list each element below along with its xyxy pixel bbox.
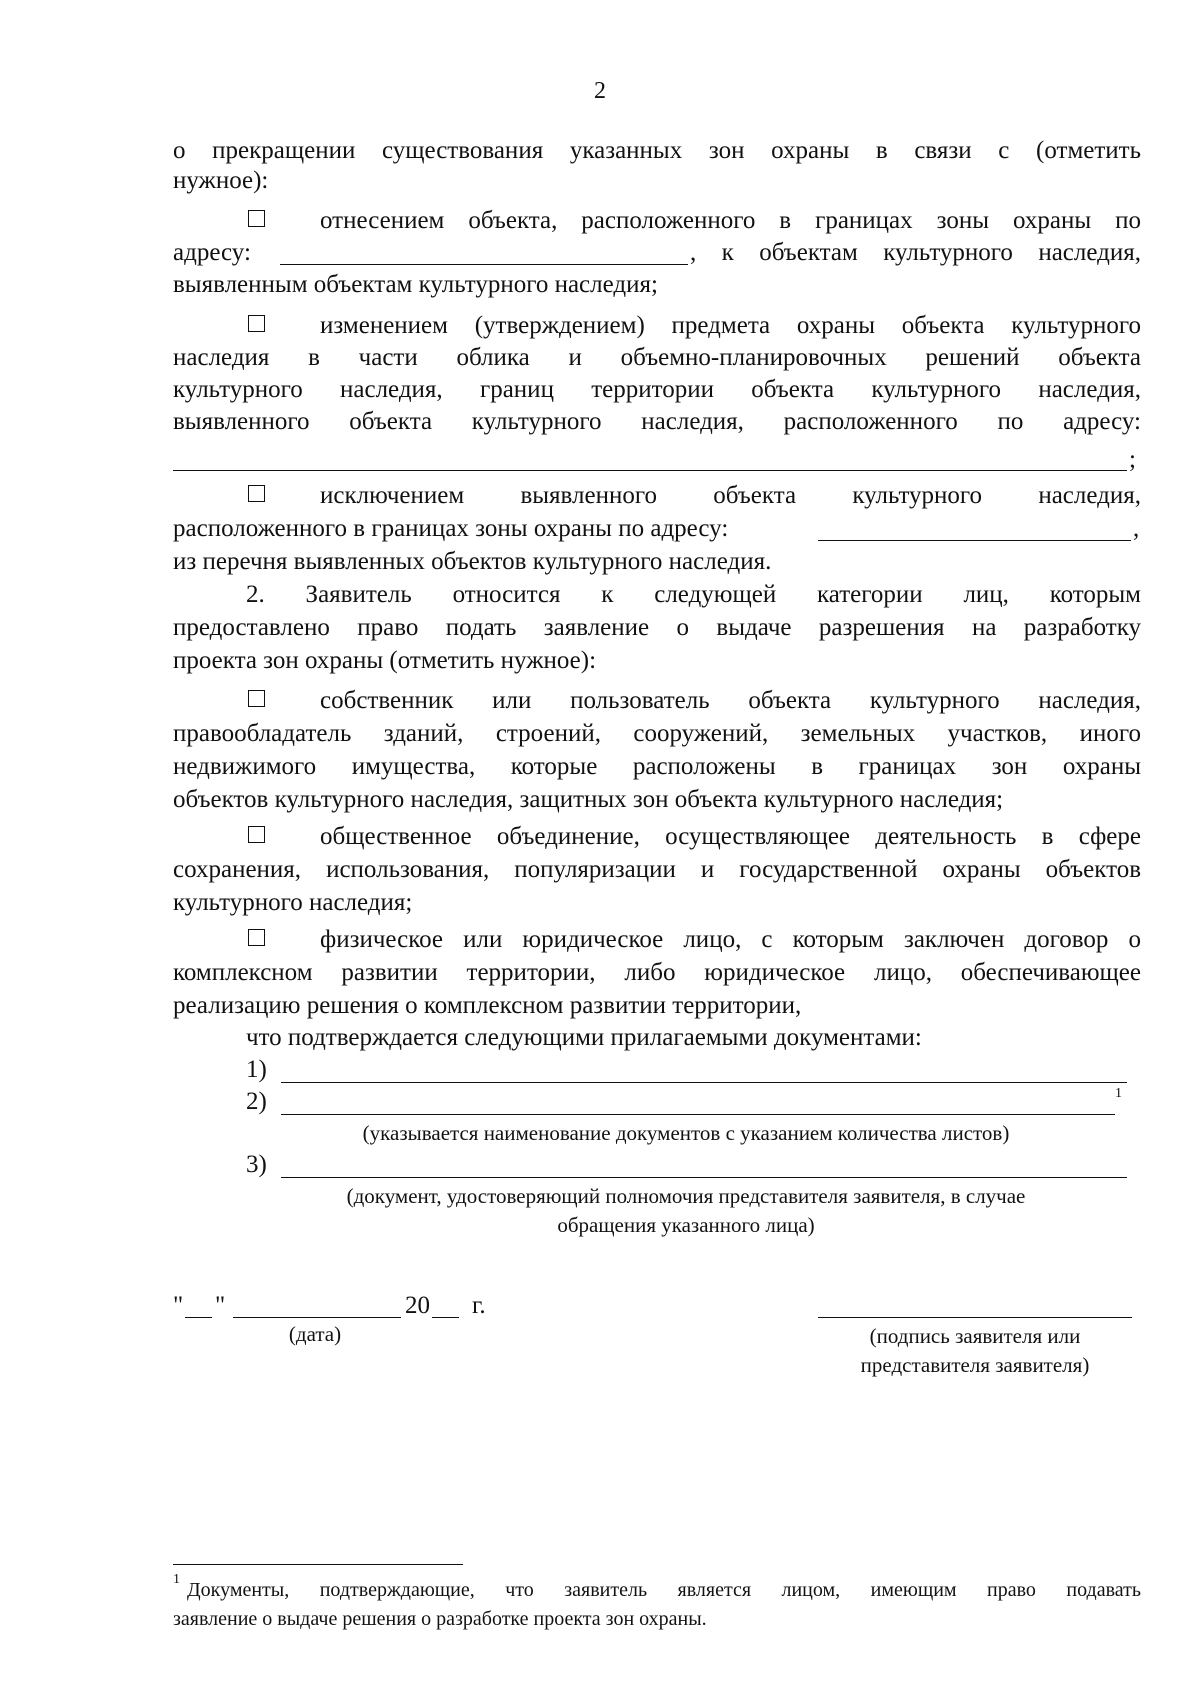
category-b-line-1: общественное объединение, осуществляющее деятельность в сфере [320, 823, 1141, 850]
document-1-field[interactable] [281, 1082, 1127, 1083]
date-year-suffix: г. [472, 1292, 486, 1319]
checkbox-category-c[interactable] [248, 929, 265, 946]
documents-intro: что подтверждается следующими прилагаемыми документами: [246, 1024, 922, 1051]
date-caption: (дата) [288, 1322, 342, 1346]
signature-caption-line-2: представителя заявителя) [860, 1353, 1090, 1377]
document-1-label: 1) [246, 1056, 267, 1083]
category-c-line-1: физическое или юридическое лицо, с которым заключен договор о [320, 926, 1141, 953]
footnote-line-1: Документы, подтверждающие, что заявитель является лицом, имеющим право подавать [187, 1579, 1141, 1601]
documents-hint-2-line-2: обращения указанного лица) [557, 1213, 815, 1237]
footnote-marker: 1 [173, 1572, 180, 1587]
category-a-line-1: собственник или пользователь объекта культурного наследия, [320, 687, 1141, 714]
checkbox-option-c[interactable] [248, 485, 265, 502]
documents-hint-1: (указывается наименование документов с указанием количества листов) [362, 1121, 1010, 1145]
signature-caption-line-1: (подпись заявителя или [869, 1324, 1081, 1348]
date-year-field[interactable] [432, 1317, 459, 1318]
category-a-line-2: правообладатель зданий, строений, сооружений, земельных участков, иного [173, 720, 1141, 747]
checkbox-category-b[interactable] [248, 826, 265, 843]
document-2-label: 2) [246, 1088, 267, 1115]
option-c-line-3: из перечня выявленных объектов культурного наследия. [173, 548, 772, 575]
document-3-field[interactable] [281, 1177, 1127, 1178]
category-c-line-2: комплексном развитии территории, либо юридическое лицо, обеспечивающее [173, 959, 1141, 986]
option-a-line-3: выявленным объектам культурного наследия; [173, 271, 658, 298]
footnote-line-2: заявление о выдаче решения о разработке проекта зон охраны. [173, 1608, 707, 1630]
option-b-line-5-end: ; [1129, 446, 1136, 473]
option-c-line-1: исключением выявленного объекта культурного наследия, [320, 482, 1141, 509]
checkbox-option-a[interactable] [248, 210, 265, 227]
date-quote-close: " [215, 1292, 226, 1319]
footnote-reference: 1 [1115, 1086, 1122, 1101]
option-b-line-3: культурного наследия, границ территории объекта культурного наследия, [173, 376, 1141, 403]
intro-line-2: нужное): [173, 167, 269, 194]
section-2-line-2: предоставлено право подать заявление о выдаче разрешения на разработку [173, 614, 1141, 641]
option-a-line-2-suffix: , к объектам культурного наследия, [690, 239, 1141, 266]
option-c-address-label: расположенного в границах зоны охраны по адресу: [173, 515, 729, 542]
category-a-line-3: недвижимого имущества, которые расположены в границах зон охраны [173, 753, 1141, 780]
section-2-line-1: 2. Заявитель относится к следующей категории лиц, которым [246, 581, 1141, 608]
option-b-line-4: выявленного объекта культурного наследия, расположенного по адресу: [173, 408, 1141, 435]
category-c-line-3: реализацию решения о комплексном развитии территории, [173, 992, 802, 1019]
date-quote-open: " [173, 1292, 184, 1319]
option-c-line-2-suffix: , [1133, 515, 1140, 542]
option-a-address-label: адресу: [173, 239, 251, 266]
category-a-line-4: объектов культурного наследия, защитных зон объекта культурного наследия; [173, 786, 1004, 813]
document-3-label: 3) [246, 1151, 267, 1178]
section-2-line-3: проекта зон охраны (отметить нужное): [173, 647, 597, 674]
footnote-separator [173, 1564, 463, 1565]
checkbox-option-b[interactable] [248, 315, 265, 332]
option-a-line-1: отнесением объекта, расположенного в границах зоны охраны по [320, 207, 1141, 234]
documents-hint-2-line-1: (документ, удостоверяющий полномочия представителя заявителя, в случае [346, 1184, 1026, 1208]
checkbox-category-a[interactable] [248, 690, 265, 707]
category-b-line-3: культурного наследия; [173, 889, 413, 916]
option-c-address-field[interactable] [818, 540, 1131, 541]
signature-field[interactable] [818, 1317, 1132, 1318]
page-number: 2 [594, 78, 606, 104]
date-month-field[interactable] [233, 1317, 401, 1318]
intro-line-1: о прекращении существования указанных зон охраны в связи с (отметить [173, 137, 1141, 164]
category-b-line-2: сохранения, использования, популяризации и государственной охраны объектов [173, 856, 1141, 883]
date-year-prefix: 20 [405, 1292, 430, 1319]
option-a-address-field[interactable] [280, 264, 688, 265]
option-b-address-field[interactable] [173, 470, 1127, 471]
option-b-line-2: наследия в части облика и объемно-планировочных решений объекта [173, 344, 1141, 371]
date-day-field[interactable] [185, 1317, 212, 1318]
document-2-field[interactable] [281, 1114, 1115, 1115]
option-b-line-1: изменением (утверждением) предмета охраны объекта культурного [320, 312, 1141, 339]
